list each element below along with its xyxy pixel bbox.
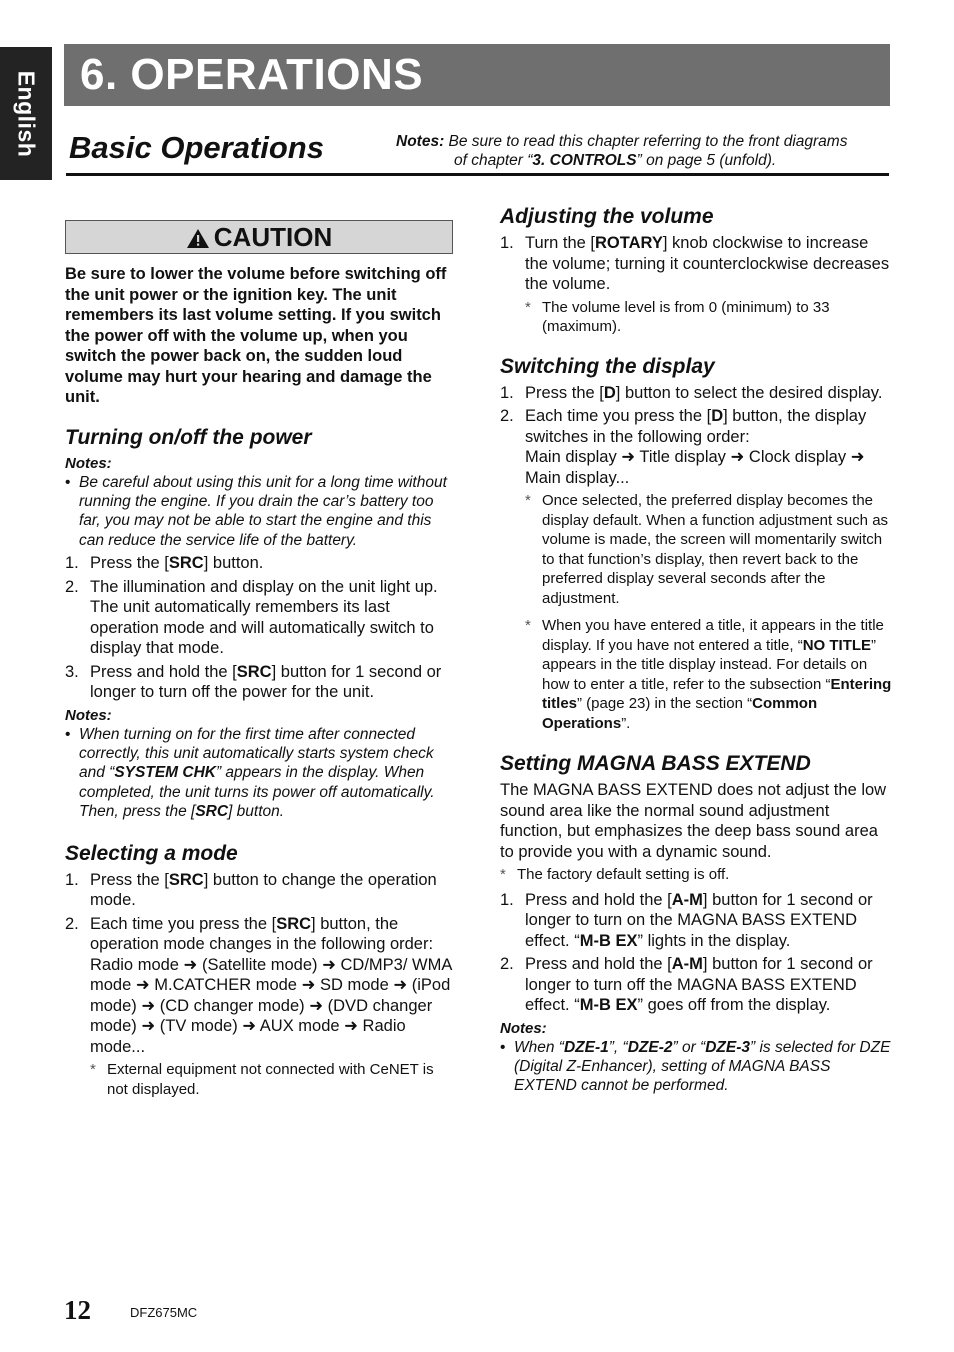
button-name: D xyxy=(603,383,616,402)
step-text: Each time you press the [ xyxy=(90,914,277,933)
step-number: 1. xyxy=(500,383,514,402)
step-text: Press and hold the [ xyxy=(90,662,237,681)
note-text: ” is selected for DZE (Digital Z-Enhancer), setting of MAGNA BASS EXTEND cannot be performed. xyxy=(514,1038,891,1095)
bass-section xyxy=(500,752,892,1096)
volume-heading: Adjusting the volume xyxy=(500,205,714,228)
bass-note xyxy=(500,1038,892,1096)
warning-icon xyxy=(186,228,210,249)
step-text: ] button for 1 second or longer to turn on the MAGNA BASS EXTEND effect. “ xyxy=(525,890,873,950)
step-number: 2. xyxy=(65,577,79,596)
right-column xyxy=(500,205,892,1096)
mode-order: Radio mode ➜ (Satellite mode) ➜ CD/MP3/ WMA mode ➜ M.CATCHER mode ➜ SD mode ➜ (iPod mode) ➜ (CD changer mode) ➜ (DVD changer mode) ➜ (TV mode) ➜ AUX mode ➜ Radio mode... xyxy=(90,955,452,1056)
bass-heading: Setting MAGNA BASS EXTEND xyxy=(500,752,811,775)
model-number: DFZ675MC xyxy=(130,1305,198,1320)
step-number: 1. xyxy=(65,870,79,889)
step-text: ” goes off from the display. xyxy=(637,996,831,1014)
step-text: Press the [ xyxy=(90,554,169,573)
bass-star-note: * The factory default setting is off. xyxy=(500,865,892,885)
step-text: Press the [ xyxy=(525,383,604,402)
step-text: ] button for 1 second or longer to turn off the MAGNA BASS EXTEND effect. “ xyxy=(525,955,873,1014)
bass-notes-label: Notes: xyxy=(500,1019,547,1037)
step-number: 2. xyxy=(65,914,79,933)
display-section xyxy=(500,355,892,734)
note-bold: DZE-3 xyxy=(705,1038,751,1056)
language-tab-label: English xyxy=(13,70,40,157)
display-star-note xyxy=(525,616,892,733)
language-tab xyxy=(0,47,52,180)
button-name: D xyxy=(711,407,724,425)
top-notes-ref: 3. CONTROLS xyxy=(532,152,637,169)
display-order: Main display ➜ Title display ➜ Clock display ➜ Main display... xyxy=(525,448,865,487)
note-text: ” or “ xyxy=(672,1038,706,1056)
left-column xyxy=(65,205,453,1104)
note-text: ” appears in the title display instead. For details on how to enter a title, refer to the subsection “ xyxy=(542,636,877,693)
note-bold: SYSTEM CHK xyxy=(114,764,216,782)
button-name: A-M xyxy=(671,890,703,909)
button-name: SRC xyxy=(276,914,312,933)
step-number: 2. xyxy=(500,407,514,425)
power-note: • Be careful about using this unit for a long time without running the engine. If you drain the car’s battery too far, you may not be able to start the engine and this can reduce the service life of the battery. xyxy=(65,473,453,551)
step-text: Each time you press the [ xyxy=(525,407,712,425)
note-text: When you have entered a title, it appears in the title display. If you have not entered a title, “ xyxy=(542,617,884,654)
step-text: Press and hold the [ xyxy=(525,890,672,909)
button-name: ROTARY xyxy=(595,234,663,252)
caution-text: Be sure to lower the volume before switching off the unit power or the ignition key. The unit remembers its last volume setting. If you switch the power off with the volume up, when you switch the power back on, the sudden loud volume may hurt your hearing and damage the unit. xyxy=(65,265,447,406)
step-number: 1. xyxy=(500,234,514,252)
list-item xyxy=(500,954,892,1016)
step-text: ] knob clockwise to increase the volume; turning it counterclockwise decreases the volume. xyxy=(525,234,890,293)
note-text: When turning on for the first time after connected correctly, this unit automatically starts system check and “ xyxy=(79,725,434,782)
step-text: ] button, the display switches in the following order: xyxy=(525,407,867,446)
display-star-note: * Once selected, the preferred display becomes the display default. When a function adjustment such as volume is made, the screen will momentarily switch to that function’s display, then revert back to the preferred display several seconds after the adjustment. xyxy=(525,491,892,608)
volume-steps xyxy=(500,233,892,295)
section-title: Basic Operations xyxy=(69,130,324,165)
note-text: ”, “ xyxy=(608,1038,628,1056)
volume-section xyxy=(500,205,892,337)
step-text: Turn the [ xyxy=(525,234,596,252)
note-text: ” (page 23) in the section “ xyxy=(577,695,753,712)
step-text: ] button to change the operation mode. xyxy=(90,870,437,910)
power-section xyxy=(65,426,453,822)
list-item xyxy=(65,553,453,574)
note-bold: Entering titles xyxy=(542,675,892,712)
volume-star-note: * The volume level is from 0 (minimum) to 33 (maximum). xyxy=(525,298,892,337)
mode-star-note: * External equipment not connected with CeNET is not displayed. xyxy=(90,1060,453,1099)
list-item xyxy=(65,577,453,659)
top-notes xyxy=(396,132,896,170)
list-item xyxy=(65,914,453,1058)
step-text: Press the [ xyxy=(90,870,169,889)
bass-steps xyxy=(500,890,892,1016)
mode-heading: Selecting a mode xyxy=(65,841,238,865)
chapter-banner xyxy=(64,44,890,106)
step-number: 1. xyxy=(500,890,514,909)
step-text: ” lights in the display. xyxy=(637,931,791,950)
step-text: ] button. xyxy=(203,554,264,573)
display-heading: Switching the display xyxy=(500,354,715,378)
list-item xyxy=(500,890,892,952)
note-bold: DZE-1 xyxy=(563,1038,609,1056)
top-notes-line1: Be sure to read this chapter referring to the front diagrams xyxy=(448,133,848,150)
button-name: SRC xyxy=(168,870,204,889)
caution-title: CAUTION xyxy=(213,222,333,252)
step-text: The illumination and display on the unit light up. The unit automatically remembers its last operation mode and will automatically switch to display that mode. xyxy=(90,577,438,658)
bass-intro: The MAGNA BASS EXTEND does not adjust the low sound area like the normal sound adjustment function, but emphasizes the deep bass sound area to provide you with a dynamic sound. xyxy=(500,781,887,861)
step-text: ] button to select the desired display. xyxy=(615,383,883,402)
header-rule xyxy=(66,173,889,176)
list-item xyxy=(500,406,892,488)
list-item xyxy=(65,662,453,703)
list-item xyxy=(500,383,892,404)
list-item xyxy=(65,870,453,911)
mode-steps xyxy=(65,870,453,1058)
display-steps xyxy=(500,383,892,489)
power-notes2-label: Notes: xyxy=(65,706,112,724)
power-steps xyxy=(65,553,453,703)
note-text: ”. xyxy=(621,714,631,732)
caution-box xyxy=(65,220,453,254)
top-notes-text: of chapter “ xyxy=(454,152,533,169)
step-text: Press and hold the [ xyxy=(525,955,672,973)
note-text: When “ xyxy=(514,1038,564,1056)
top-notes-label: Notes: xyxy=(396,133,445,150)
step-number: 2. xyxy=(500,955,514,973)
button-name: SRC xyxy=(168,554,204,573)
step-number: 3. xyxy=(65,662,79,681)
note-text: ” appears in the display. When completed, the unit turns its power off automatically. Then, press the [ xyxy=(79,764,435,821)
note-bold: DZE-2 xyxy=(627,1038,673,1056)
note-text: ] button. xyxy=(228,803,285,821)
step-number: 1. xyxy=(65,554,79,573)
page-number: 12 xyxy=(64,1295,91,1325)
chapter-title: 6. OPERATIONS xyxy=(80,50,424,99)
power-heading: Turning on/off the power xyxy=(65,425,312,449)
top-notes-text: ” on page 5 (unfold). xyxy=(636,152,777,169)
note-bold: Common Operations xyxy=(542,695,818,732)
display-indicator: M-B EX xyxy=(579,931,638,950)
step-text: ] button for 1 second or longer to turn off the power for the unit. xyxy=(90,662,442,702)
button-name: SRC xyxy=(236,662,272,681)
display-indicator: M-B EX xyxy=(579,996,638,1014)
list-item xyxy=(500,233,892,295)
mode-section xyxy=(65,842,453,1100)
note-bold: NO TITLE xyxy=(802,636,872,654)
note-bold: SRC xyxy=(195,803,229,821)
button-name: A-M xyxy=(671,955,703,973)
power-notes-label: Notes: xyxy=(65,454,112,472)
caution-heading xyxy=(186,222,332,252)
step-text: ] button, the operation mode changes in the following order: xyxy=(90,914,434,954)
power-note2 xyxy=(65,725,453,822)
